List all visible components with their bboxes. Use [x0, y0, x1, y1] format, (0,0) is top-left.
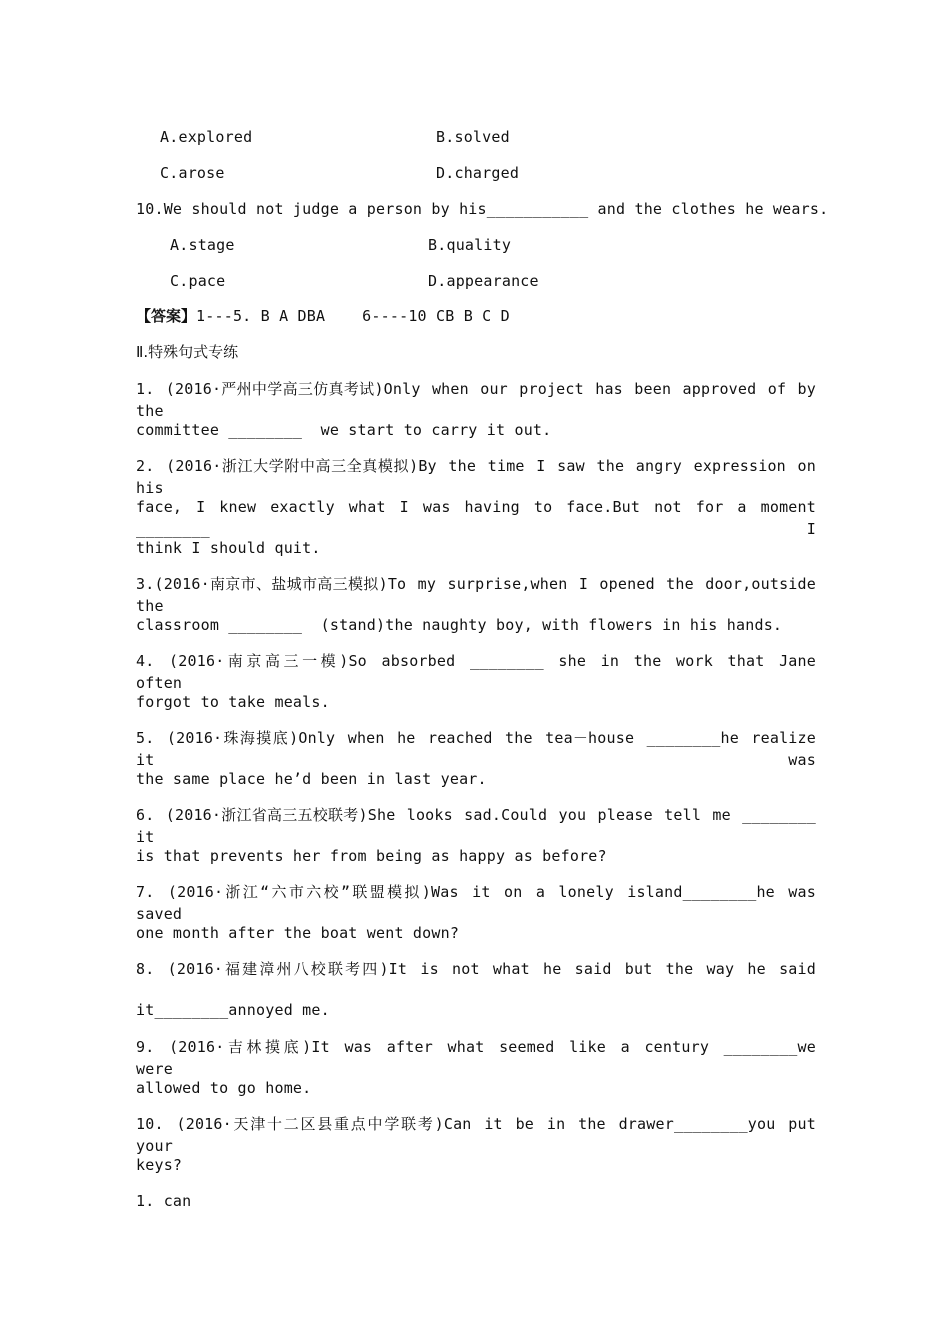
- option-b: B.solved: [436, 128, 510, 146]
- question-10-stem: 10.We should not judge a person by his___________ and the clothes he wears.: [136, 200, 829, 218]
- q10-option-c: C.pace: [170, 272, 226, 290]
- answer-label: 【答案】: [136, 307, 197, 325]
- question-3-line-1: 3.(2016·南京市、盐城市高三模拟)To my surprise,when I opened the door,outside the: [136, 575, 816, 615]
- option-d: D.charged: [436, 164, 520, 182]
- q10-option-d: D.appearance: [428, 272, 539, 290]
- option-a: A.explored: [160, 128, 253, 146]
- question-9-line-1: 9. (2016·吉林摸底)It was after what seemed like a century ________we were: [136, 1038, 816, 1078]
- question-10-line-2: keys?: [136, 1156, 183, 1174]
- question-1-line-2: committee ________ we start to carry it out.: [136, 421, 552, 439]
- question-9-line-2: allowed to go home.: [136, 1079, 312, 1097]
- option-c: C.arose: [160, 164, 225, 182]
- question-10-line-1: 10. (2016·天津十二区县重点中学联考)Can it be in the drawer________you put your: [136, 1115, 816, 1155]
- question-2-line-3: think I should quit.: [136, 539, 321, 557]
- question-8-line-2: it________annoyed me.: [136, 1001, 330, 1019]
- question-8-line-1: 8. (2016·福建漳州八校联考四)It is not what he said but the way he said: [136, 960, 816, 978]
- question-6-line-2: is that prevents her from being as happy as before?: [136, 847, 607, 865]
- question-4-line-2: forgot to take meals.: [136, 693, 330, 711]
- final-answer: 1. can: [136, 1192, 192, 1210]
- answer-line: [136, 305, 816, 327]
- question-7-line-1: 7. (2016·浙江“六市六校”联盟模拟)Was it on a lonely island________he was saved: [136, 883, 816, 923]
- q10-option-a: A.stage: [170, 236, 235, 254]
- question-1-line-1: 1. (2016·严州中学高三仿真考试)Only when our project has been approved of by the: [136, 380, 816, 420]
- question-2-line-1: 2. (2016·浙江大学附中高三全真模拟)By the time I saw the angry expression on his: [136, 457, 816, 497]
- answer-text: 1---5. B A DBA 6----10 CB B C D: [196, 307, 510, 325]
- q10-option-b: B.quality: [428, 236, 512, 254]
- section-title: Ⅱ.特殊句式专练: [136, 343, 239, 361]
- question-4-line-1: 4. (2016·南京高三一模)So absorbed ________ she in the work that Jane often: [136, 652, 816, 692]
- question-7-line-2: one month after the boat went down?: [136, 924, 460, 942]
- question-3-line-2: classroom ________ (stand)the naughty boy, with flowers in his hands.: [136, 616, 783, 634]
- question-6-line-1: 6. (2016·浙江省高三五校联考)She looks sad.Could you please tell me ________ it: [136, 806, 816, 846]
- question-2-line-2: face, I knew exactly what I was having to face.But not for a moment ________ I: [136, 498, 816, 538]
- question-5-line-2: the same place he’d been in last year.: [136, 770, 487, 788]
- question-5-line-1: 5. (2016·珠海摸底)Only when he reached the tea－house ________he realize it was: [136, 729, 816, 769]
